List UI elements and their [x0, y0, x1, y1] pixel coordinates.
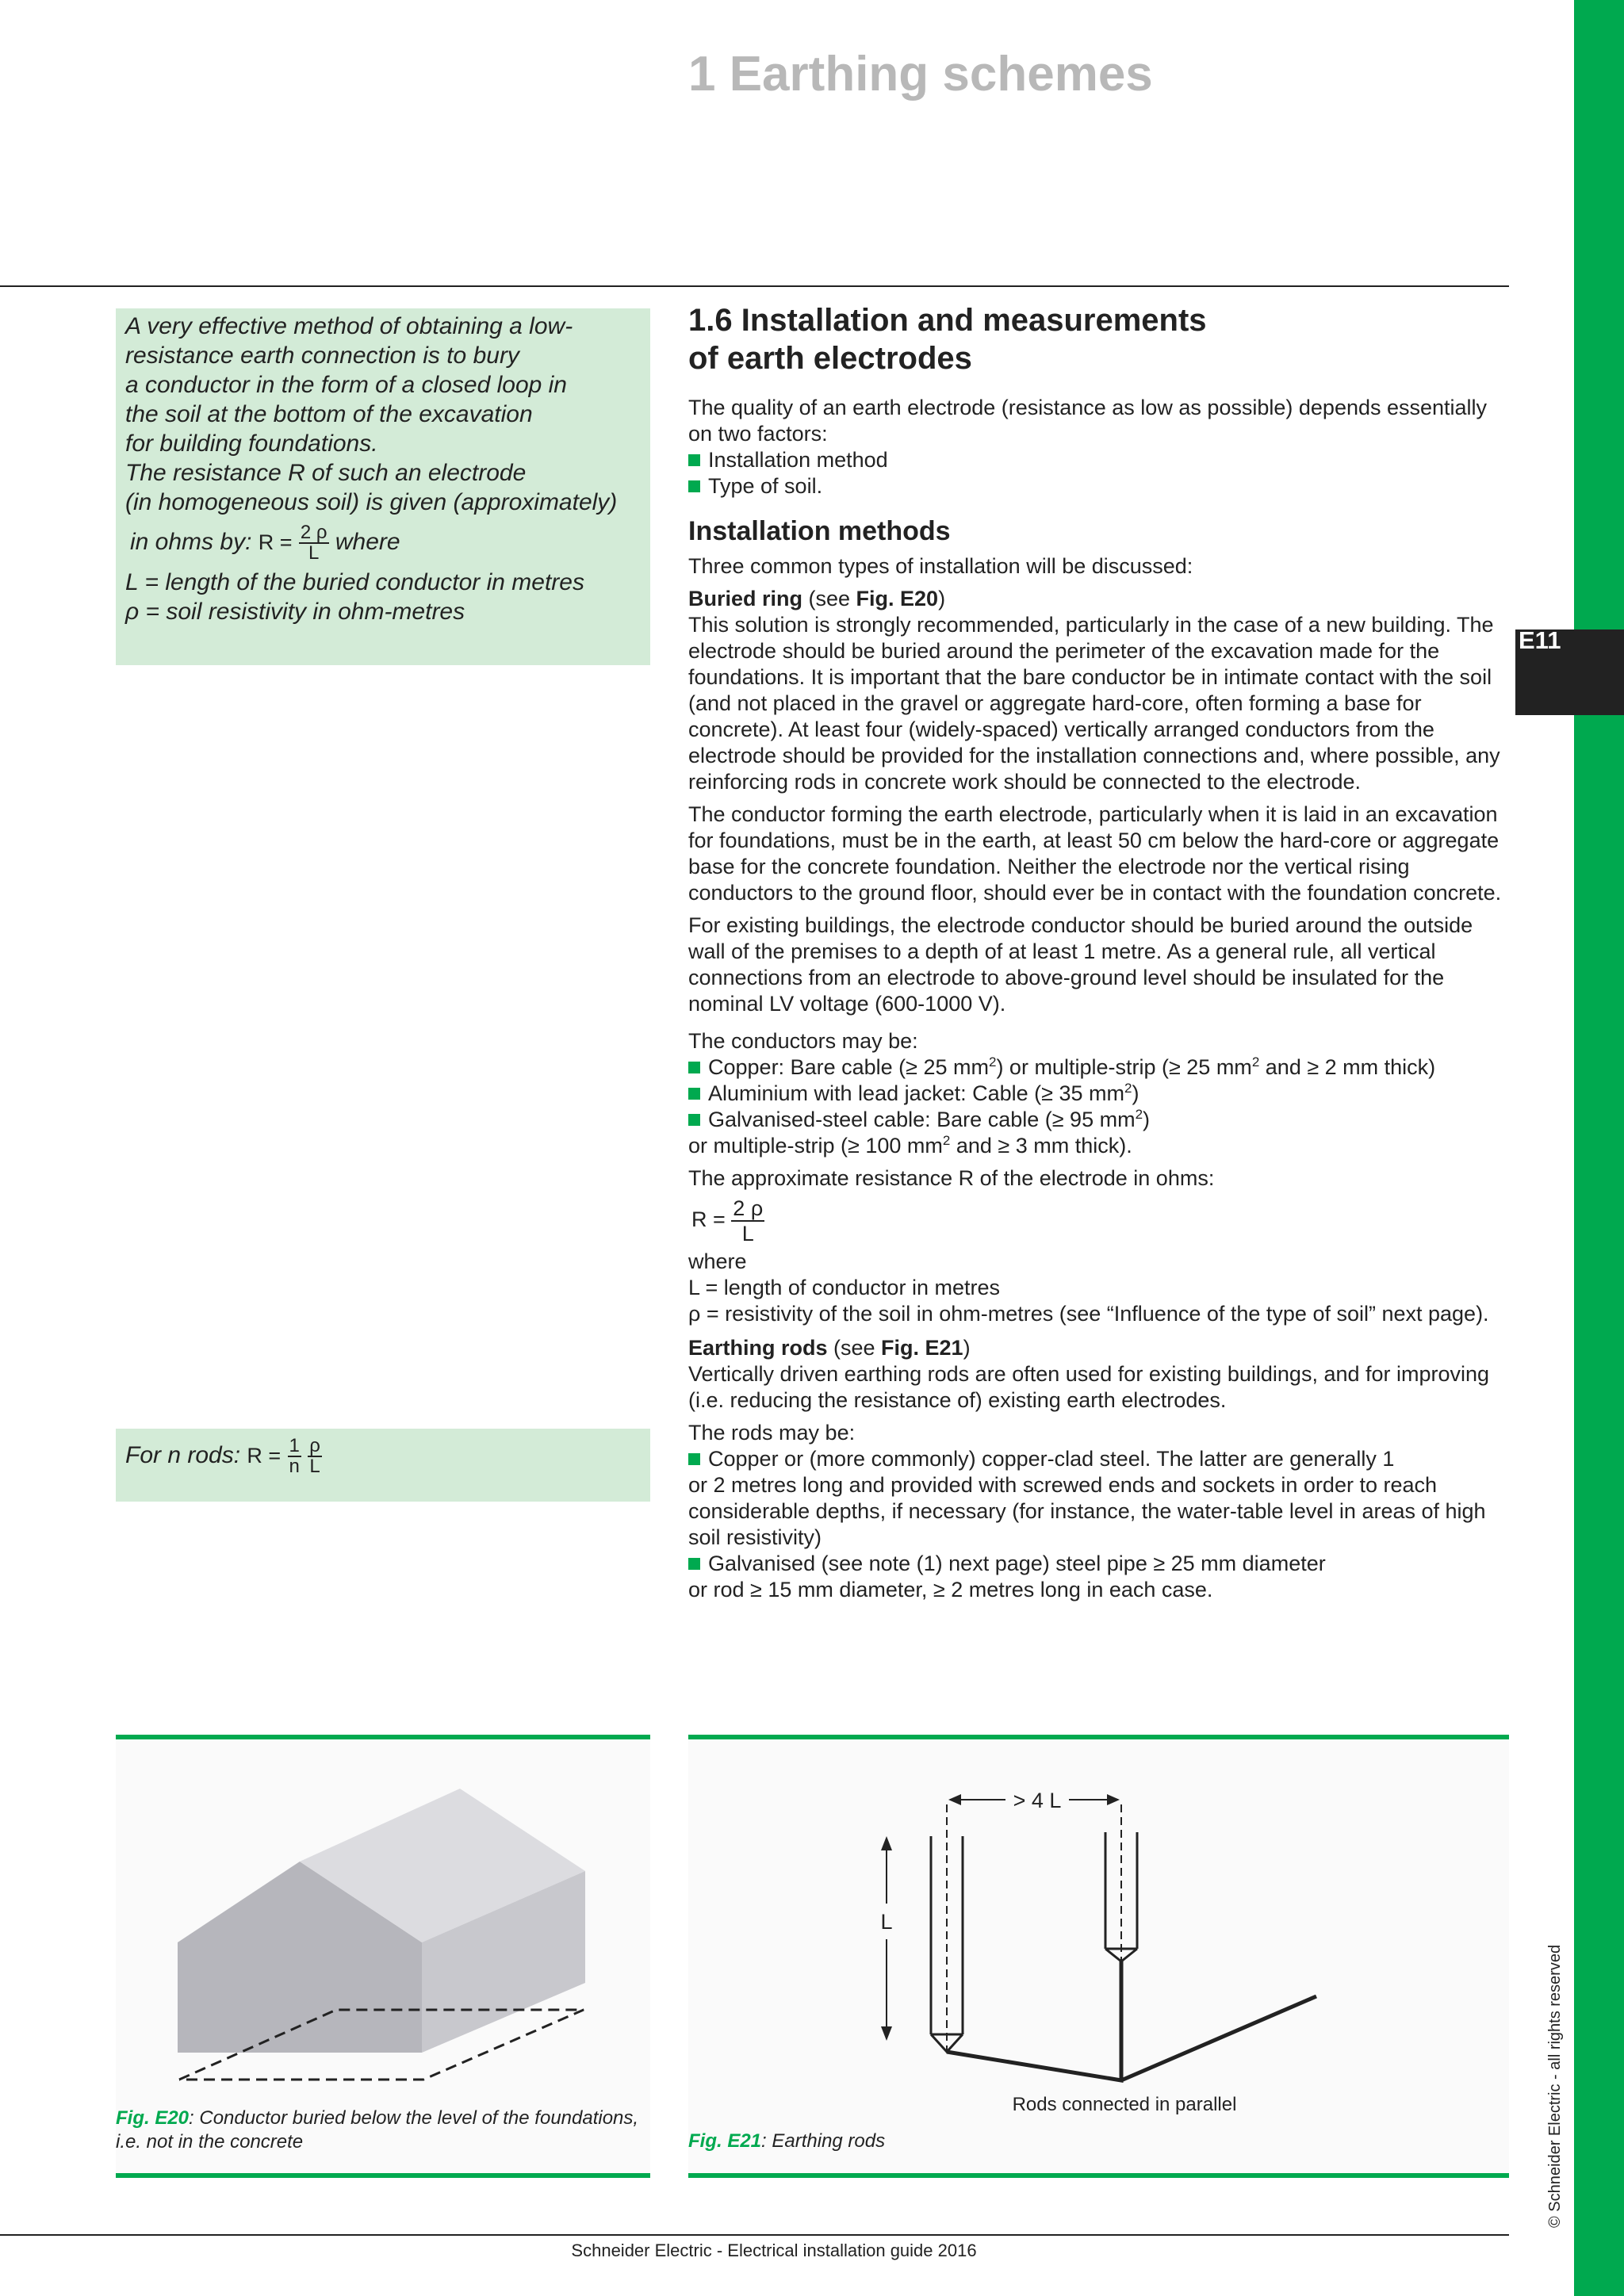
- arrow-down-icon: [881, 2026, 892, 2041]
- sidebar-line: a conductor in the form of a closed loop in: [125, 372, 567, 398]
- sidebar-def-resistivity: ρ = soil resistivity in ohm-metres: [125, 599, 465, 625]
- chapter-title: 1 Earthing schemes: [688, 47, 1153, 101]
- figure-bottom-rule: [688, 2173, 1509, 2178]
- formula-lhs: R =: [691, 1207, 726, 1232]
- factor-text: Installation method: [708, 448, 888, 472]
- rods-label: For n rods:: [125, 1441, 241, 1468]
- sidebar-line: the soil at the bottom of the excavation: [125, 401, 533, 427]
- conductor-item: Copper: Bare cable (≥ 25 $mm^2$) or multiple-strip (≥ 25 $mm^2$ and ≥ 2 mm thick): [688, 1054, 1505, 1081]
- def-resistivity: ρ = resistivity of the soil in ohm-metres (see “Influence of the type of soil” next page).: [688, 1302, 1489, 1326]
- sidebar-where: where: [335, 528, 400, 555]
- resistance-formula: [691, 1196, 1505, 1246]
- rods-paragraph: Vertically driven earthing rods are often used for existing buildings, and for improving (i.e. reducing the resistance of) existing earth electrodes.: [688, 1362, 1490, 1412]
- earthing-rods-diagram: [688, 1741, 1509, 2130]
- where-label: where: [688, 1249, 747, 1273]
- rods-numerator-1: 1: [289, 1435, 300, 1456]
- arrow-right-icon: [1107, 1794, 1120, 1805]
- ring-paragraph-1: This solution is strongly recommended, particularly in the case of a new building. The electrode should be buried around the perimeter of the excavation made for the foundations. It is important that the bare conductor be in intimate contact with the soil (and not placed in the gravel or aggregate hard-core, often forming a base for concrete). At least four (widely-spaced) vertically arranged conductors from the electrode should be provided for the installation connections and, where possible, any reinforcing rods in concrete work should be connected to the electrode.: [688, 613, 1500, 794]
- formula-denominator: L: [731, 1220, 764, 1246]
- formula-numerator: 2 ρ: [733, 1196, 764, 1220]
- sidebar-line: The resistance R of such an electrode: [125, 460, 527, 486]
- formula-numerator: 2 ρ: [300, 522, 327, 543]
- ring-paragraph-2: The conductor forming the earth electrode, particularly when it is laid in an excavation for foundations, must be in the earth, at least 50 cm below the hard-core or aggregate base for the concrete foundation. Neither the electrode nor the vertical rising conductors to the ground floor, should ever be in contact with the foundation concrete.: [688, 802, 1502, 905]
- parallel-conductor: [947, 1961, 1121, 2080]
- methods-heading: Installation methods: [688, 516, 951, 546]
- factor-item: [688, 473, 1505, 499]
- sidebar-in-ohms: in ohms by:: [130, 528, 252, 555]
- rod-item-continued: or rod ≥ 15 mm diameter, ≥ 2 metres long in each case.: [688, 1578, 1213, 1601]
- factor-item: [688, 447, 1505, 473]
- arrow-left-icon: [948, 1794, 961, 1805]
- conductor-item: Aluminium with lead jacket: Cable (≥ 35 $mm^2$): [688, 1081, 1505, 1107]
- figure-e20-caption: [116, 2107, 647, 2154]
- formula-fraction: [299, 523, 329, 563]
- bullet-icon: [688, 454, 700, 466]
- sidebar-formula: [130, 523, 649, 563]
- factor-text: Type of soil.: [708, 474, 823, 498]
- rods-denominator-2: L: [308, 1456, 322, 1476]
- figure-e21-caption: [688, 2130, 1402, 2153]
- spacing-label: > 4 L: [1013, 1789, 1062, 1812]
- rods-numerator-2: ρ: [309, 1435, 320, 1456]
- figure-bottom-rule: [116, 2173, 650, 2178]
- sidebar-line: (in homogeneous soil) is given (approximately): [125, 489, 618, 515]
- figure-e21-text: : Earthing rods: [761, 2130, 886, 2152]
- bullet-icon: [688, 1062, 700, 1073]
- sidebar-rods-formula: [125, 1437, 322, 1476]
- sidebar-def-length: L = length of the buried conductor in metres: [125, 569, 584, 595]
- figure-top-rule: [116, 1735, 650, 1739]
- bullet-icon: [688, 1114, 700, 1126]
- conductor-item: Galvanised-steel cable: Bare cable (≥ 95 $mm^2$): [688, 1107, 1505, 1133]
- section-title-line-2: of earth electrodes: [688, 341, 972, 376]
- earthing-rods-heading: Earthing rods (see Fig. E21): [688, 1336, 971, 1360]
- resistance-intro: The approximate resistance R of the electrode in ohms:: [688, 1166, 1215, 1190]
- rod-item: Galvanised (see note (1) next page) steel pipe ≥ 25 mm diameter: [688, 1551, 1505, 1577]
- conductor-item-continued: or multiple-strip (≥ 100 $mm^2$ and ≥ 3 mm thick).: [688, 1133, 1132, 1158]
- sidebar-note: [125, 312, 649, 626]
- rods-intro: The rods may be:: [688, 1421, 856, 1445]
- main-column: [688, 301, 1505, 1603]
- section-title-line-1: 1.6 Installation and measurements: [688, 303, 1207, 338]
- length-label: L: [880, 1910, 893, 1934]
- formula-lhs: R =: [258, 530, 293, 554]
- rods-denominator-1: n: [289, 1456, 300, 1477]
- fig-e21-link[interactable]: Fig. E21: [881, 1336, 963, 1360]
- rods-formula-lhs: R =: [247, 1443, 282, 1468]
- methods-intro: Three common types of installation will be discussed:: [688, 554, 1193, 578]
- sidebar-line: A very effective method of obtaining a low-: [125, 313, 573, 339]
- rod-item-continued: or 2 metres long and provided with screwed ends and sockets in order to reach considerable depths, if necessary (for instance, the water-table level in areas of high soil resistivity): [688, 1473, 1486, 1549]
- arrow-up-icon: [881, 1836, 892, 1850]
- side-accent-bar: [1574, 0, 1624, 2296]
- header-rule: [0, 285, 1509, 287]
- page-tab-label: E11: [1519, 626, 1561, 654]
- ring-paragraph-3: For existing buildings, the electrode conductor should be buried around the outside wall of the premises to a depth of at least 1 metre. As a general rule, all vertical connections from an electrode to above-ground level should be insulated for the nominal LV voltage (600-1000 V).: [688, 913, 1473, 1016]
- footer-rule: [0, 2234, 1509, 2236]
- figure-e20-number: Fig. E20: [116, 2107, 190, 2129]
- figure-e21-number: Fig. E21: [688, 2130, 762, 2152]
- page-footer: [0, 2241, 1624, 2261]
- formula-denominator: L: [299, 542, 329, 563]
- bullet-icon: [688, 1088, 700, 1100]
- formula-fraction: [731, 1196, 764, 1246]
- def-length: L = length of conductor in metres: [688, 1276, 1000, 1299]
- section-title: [688, 301, 1505, 377]
- rods-fraction-2: [308, 1437, 322, 1476]
- rods-fraction-1: [288, 1437, 301, 1476]
- buried-ring-heading: Buried ring (see Fig. E20): [688, 587, 946, 610]
- conductors-intro: The conductors may be:: [688, 1029, 918, 1053]
- footer-text: Schneider Electric - Electrical installation guide 2016: [571, 2241, 977, 2260]
- sidebar-line: for building foundations.: [125, 430, 378, 457]
- sidebar-line: resistance earth connection is to bury: [125, 342, 519, 369]
- copyright-notice: © Schneider Electric - all rights reserved: [1546, 1944, 1564, 2228]
- intro-paragraph: The quality of an earth electrode (resistance as low as possible) depends essentially on two factors:: [688, 396, 1488, 446]
- bullet-icon: [688, 480, 700, 492]
- bullet-icon: [688, 1453, 700, 1465]
- fig-e20-link[interactable]: Fig. E20: [856, 587, 939, 610]
- figure-top-rule: [688, 1735, 1509, 1739]
- parallel-conductor-extension: [1121, 1996, 1316, 2080]
- parallel-label: Rods connected in parallel: [1012, 2094, 1237, 2115]
- figure-e20-text: : Conductor buried below the level of the foundations, i.e. not in the concrete: [116, 2107, 639, 2152]
- bullet-icon: [688, 1558, 700, 1570]
- rod-item: Copper or (more commonly) copper-clad steel. The latter are generally 1: [688, 1446, 1505, 1472]
